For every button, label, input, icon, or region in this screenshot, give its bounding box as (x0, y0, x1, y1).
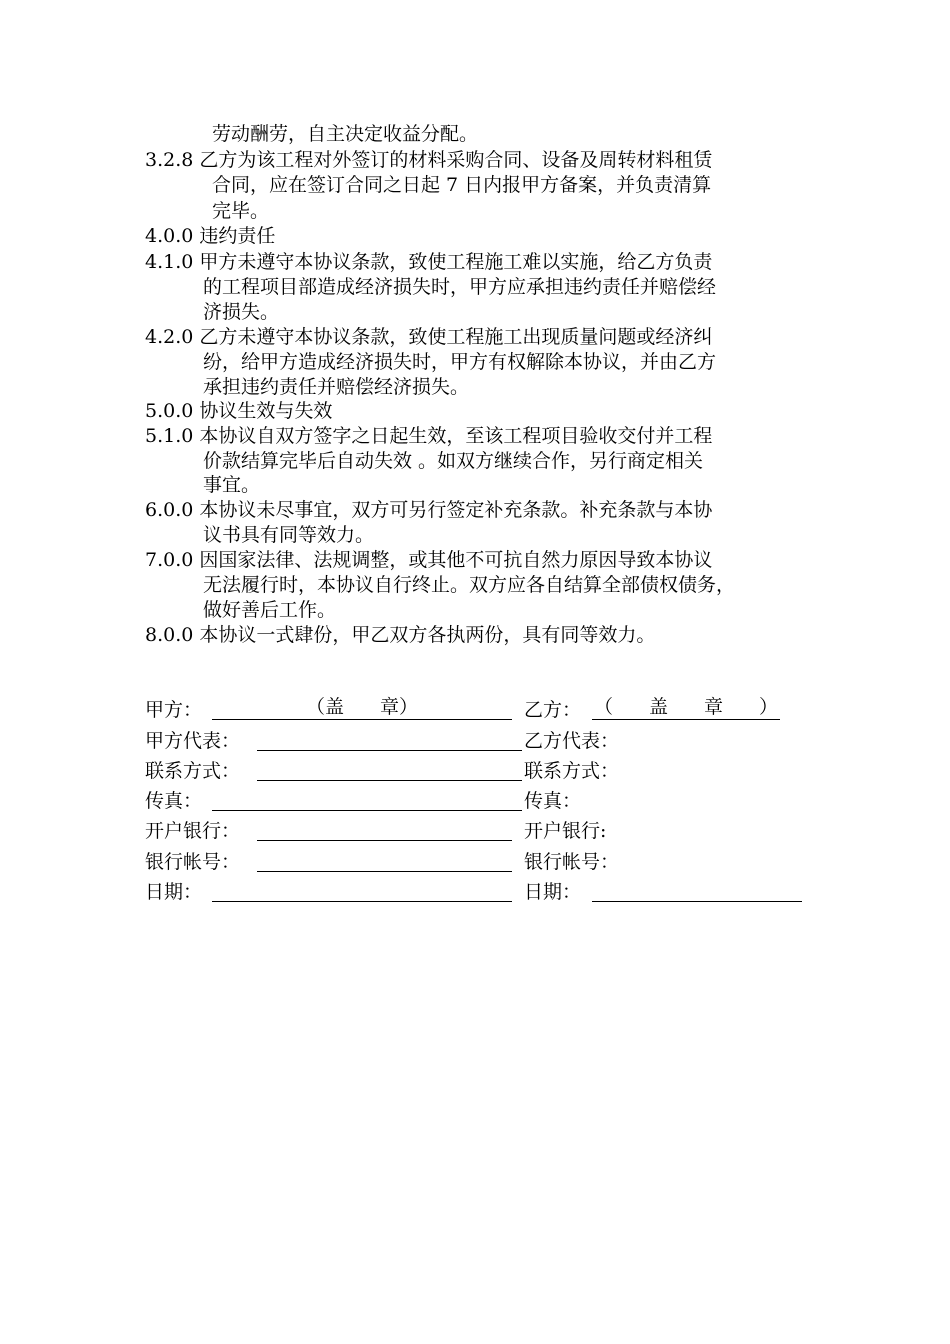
party-b-label: 乙方： (524, 699, 582, 721)
party-a-fax-label: 传真： (145, 790, 203, 812)
clause-line: 6.0.0 本协议未尽事宜，双方可另行签定补充条款。补充条款与本协 (145, 499, 713, 521)
party-a-account-field[interactable] (257, 849, 512, 872)
clause-line: 事宜。 (203, 474, 261, 496)
party-b-date-field[interactable] (592, 879, 802, 902)
party-b-account-label: 银行帐号： (524, 851, 620, 873)
party-a-bank-label: 开户银行： (145, 820, 241, 842)
clause-line: 合同，应在签订合同之日起 7 日内报甲方备案，并负责清算 (212, 174, 712, 196)
clause-line: 3.2.8 乙方为该工程对外签订的材料采购合同、设备及周转材料租赁 (145, 149, 713, 171)
party-b-contact-label: 联系方式： (524, 760, 620, 782)
party-b-rep-label: 乙方代表： (524, 730, 620, 752)
party-a-rep-label: 甲方代表： (145, 730, 241, 752)
party-a-account-label: 银行帐号： (145, 851, 241, 873)
party-a-stamp-field[interactable] (212, 697, 512, 720)
section-heading: 5.0.0 协议生效与失效 (145, 400, 333, 422)
clause-line: 做好善后工作。 (203, 599, 337, 621)
party-a-contact-label: 联系方式： (145, 760, 241, 782)
clause-line: 8.0.0 本协议一式肆份，甲乙双方各执两份，具有同等效力。 (145, 624, 656, 646)
clause-line: 济损失。 (203, 301, 280, 323)
clause-line: 纷，给甲方造成经济损失时，甲方有权解除本协议，并由乙方 (203, 351, 717, 373)
party-a-stamp-text: （盖 章） (305, 696, 419, 718)
clause-line: 完毕。 (212, 200, 270, 222)
clause-line: 5.1.0 本协议自双方签字之日起生效，至该工程项目验收交付并工程 (145, 425, 713, 447)
section-heading: 4.0.0 违约责任 (145, 225, 276, 247)
clause-line: 7.0.0 因国家法律、法规调整，或其他不可抗自然力原因导致本协议 (145, 549, 713, 571)
party-a-rep-field[interactable] (257, 728, 522, 751)
party-b-date-label: 日期： (524, 881, 582, 903)
clause-line: 议书具有同等效力。 (203, 524, 375, 546)
party-a-bank-field[interactable] (257, 818, 512, 841)
party-b-fax-label: 传真： (524, 790, 582, 812)
party-b-stamp-field[interactable] (592, 697, 780, 720)
party-a-date-label: 日期： (145, 881, 203, 903)
party-a-label: 甲方： (145, 699, 203, 721)
party-b-stamp-text: （ 盖 章 ） (593, 696, 779, 718)
clause-line: 无法履行时，本协议自行终止。双方应各自结算全部债权债务， (203, 574, 736, 596)
clause-line: 价款结算完毕后自动失效 。如双方继续合作，另行商定相关 (203, 450, 704, 472)
clause-line: 4.1.0 甲方未遵守本协议条款，致使工程施工难以实施，给乙方负责 (145, 251, 713, 273)
party-a-fax-field[interactable] (212, 788, 522, 811)
party-b-bank-label: 开户银行: (524, 820, 607, 842)
clause-line: 4.2.0 乙方未遵守本协议条款，致使工程施工出现质量问题或经济纠 (145, 326, 713, 348)
party-a-date-field[interactable] (212, 879, 512, 902)
clause-line: 承担违约责任并赔偿经济损失。 (203, 376, 470, 398)
clause-line: 的工程项目部造成经济损失时，甲方应承担违约责任并赔偿经 (203, 276, 717, 298)
clause-line: 劳动酬劳，自主决定收益分配。 (212, 123, 479, 145)
party-a-contact-field[interactable] (257, 758, 522, 781)
